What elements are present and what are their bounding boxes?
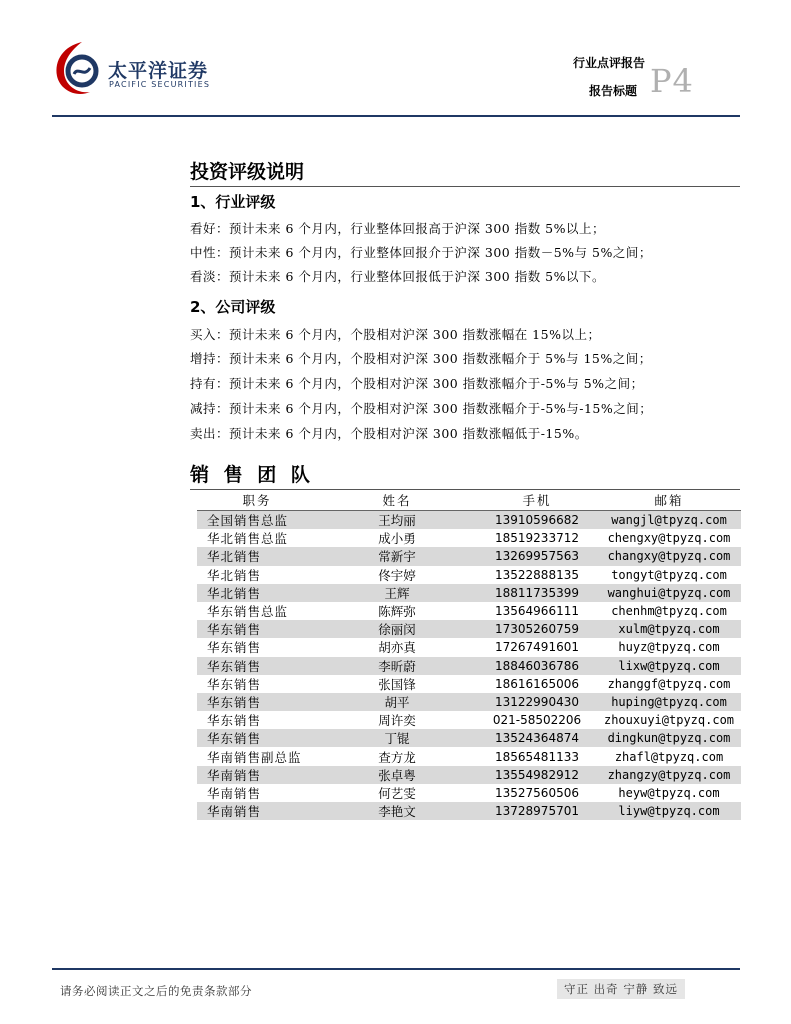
email-cell: changxy@tpyzq.com	[597, 547, 741, 565]
role-cell: 华北销售	[197, 547, 317, 565]
role-cell: 华东销售	[207, 713, 262, 729]
name-cell: 周许奕	[378, 713, 416, 729]
phone-cell: 13554982912	[477, 766, 597, 784]
column-header-role: 职务	[197, 490, 317, 511]
name-cell: 胡平	[317, 693, 477, 711]
sales-team-rows	[197, 511, 741, 821]
name-cell: 王辉	[317, 584, 477, 602]
table-row	[197, 802, 741, 820]
company-rating-line: 买入：预计未来 6 个月内，个股相对沪深 300 指数涨幅在 15%以上；	[190, 327, 601, 342]
table-row	[197, 657, 741, 675]
phone-cell: 18616165006	[495, 676, 579, 691]
phone-cell: 021-58502206	[492, 713, 582, 728]
email-cell: zhangzy@tpyzq.com	[597, 766, 741, 784]
name-cell: 张卓粤	[317, 766, 477, 784]
role-cell: 华南销售	[197, 766, 317, 784]
email-cell: dingkun@tpyzq.com	[597, 729, 741, 747]
phone-cell: 13527560506	[495, 785, 579, 800]
page-number: P4	[650, 62, 694, 100]
table-row	[197, 584, 741, 602]
report-type: 行业点评报告	[572, 56, 645, 70]
role-cell: 华南销售	[197, 802, 317, 820]
company-rating-line: 增持：预计未来 6 个月内，个股相对沪深 300 指数涨幅介于 5%与 15%之间；	[190, 351, 652, 366]
name-cell: 何艺雯	[378, 785, 416, 801]
email-cell: wanghui@tpyzq.com	[597, 584, 741, 602]
role-cell: 华南销售	[207, 785, 262, 801]
phone-cell: 18811735399	[477, 584, 597, 602]
email-cell: lixw@tpyzq.com	[597, 657, 741, 675]
phone-cell: 13728975701	[477, 802, 597, 820]
table-row	[197, 529, 741, 547]
table-row	[197, 675, 741, 693]
email-cell: chengxy@tpyzq.com	[607, 531, 731, 546]
email-cell: xulm@tpyzq.com	[597, 620, 741, 638]
name-cell: 陈辉弥	[378, 604, 416, 620]
footer-divider	[52, 968, 740, 970]
name-cell: 成小勇	[378, 531, 416, 547]
name-cell: 李艳文	[317, 802, 477, 820]
role-cell: 华东销售	[197, 693, 317, 711]
phone-cell: 17267491601	[495, 640, 579, 655]
table-row	[197, 784, 741, 802]
table-row	[197, 511, 741, 530]
table-row	[197, 620, 741, 638]
company-logo	[52, 38, 222, 98]
table-row	[197, 747, 741, 765]
email-cell: liyw@tpyzq.com	[597, 802, 741, 820]
phone-cell: 17305260759	[477, 620, 597, 638]
email-cell: chenhm@tpyzq.com	[611, 604, 727, 619]
table-row	[197, 711, 741, 729]
industry-rating-line: 看淡：预计未来 6 个月内，行业整体回报低于沪深 300 指数 5%以下。	[190, 269, 606, 284]
sales-team-title: 销 售 团 队	[190, 464, 314, 486]
name-cell: 王均丽	[317, 511, 477, 530]
company-rating-line: 持有：预计未来 6 个月内，个股相对沪深 300 指数涨幅介于-5%与 5%之间；	[190, 376, 644, 391]
disclaimer-note: 请务必阅读正文之后的免责条款部分	[60, 984, 252, 998]
company-rating-line: 减持：预计未来 6 个月内，个股相对沪深 300 指数涨幅介于-5%与-15%之间；	[190, 401, 653, 416]
name-cell: 张国锋	[378, 676, 416, 692]
name-cell: 李昕蔚	[317, 657, 477, 675]
role-cell: 华东销售总监	[207, 604, 289, 620]
email-cell: zhafl@tpyzq.com	[614, 749, 724, 764]
name-cell: 佟宇婷	[378, 567, 416, 583]
role-cell: 华北销售	[197, 584, 317, 602]
role-cell: 华北销售	[207, 567, 262, 583]
phone-cell: 13269957563	[477, 547, 597, 565]
rating-title-underline	[190, 186, 740, 187]
phone-cell: 13910596682	[477, 511, 597, 530]
role-cell: 华东销售	[207, 640, 262, 656]
table-row	[197, 638, 741, 656]
email-cell: huyz@tpyzq.com	[618, 640, 720, 655]
table-row	[197, 729, 741, 747]
company-name-en: PACIFIC SECURITIES	[109, 80, 211, 89]
column-header-name: 姓名	[317, 490, 477, 511]
phone-cell: 18565481133	[495, 749, 579, 764]
role-cell: 华东销售	[197, 657, 317, 675]
phone-cell: 13522888135	[495, 567, 579, 582]
industry-rating-heading: 1、行业评级	[190, 193, 276, 211]
role-cell: 华北销售总监	[207, 531, 289, 547]
table-row	[197, 693, 741, 711]
rating-section-title: 投资评级说明	[190, 161, 305, 183]
column-header-email: 邮箱	[597, 490, 741, 511]
name-cell: 徐丽闵	[317, 620, 477, 638]
table-row	[197, 766, 741, 784]
name-cell: 丁锟	[317, 729, 477, 747]
industry-rating-line: 看好：预计未来 6 个月内，行业整体回报高于沪深 300 指数 5%以上；	[190, 221, 606, 236]
phone-cell: 18519233712	[495, 531, 579, 546]
company-rating-heading: 2、公司评级	[190, 298, 276, 316]
company-rating-line: 卖出：预计未来 6 个月内，个股相对沪深 300 指数涨幅低于-15%。	[190, 426, 588, 441]
role-cell: 华东销售	[207, 676, 262, 692]
report-title: 报告标题	[588, 84, 637, 98]
table-header-row	[197, 490, 741, 511]
phone-cell: 18846036786	[477, 657, 597, 675]
name-cell: 胡亦真	[378, 640, 416, 656]
industry-rating-line: 中性：预计未来 6 个月内，行业整体回报介于沪深 300 指数－5%与 5%之间；	[190, 245, 652, 260]
table-row	[197, 566, 741, 584]
phone-cell: 13524364874	[477, 729, 597, 747]
table-row	[197, 602, 741, 620]
phone-cell: 13564966111	[495, 604, 579, 619]
header-divider	[52, 115, 740, 117]
column-header-phone: 手机	[477, 490, 597, 511]
role-cell: 华东销售	[197, 620, 317, 638]
email-cell: huping@tpyzq.com	[597, 693, 741, 711]
role-cell: 华东销售	[197, 729, 317, 747]
phone-cell: 13122990430	[477, 693, 597, 711]
name-cell: 常新宇	[317, 547, 477, 565]
table-row	[197, 547, 741, 565]
company-motto: 守正 出奇 宁静 致远	[557, 979, 685, 999]
pacific-logo-icon	[52, 38, 108, 98]
name-cell: 查方龙	[378, 749, 416, 765]
role-cell: 全国销售总监	[197, 511, 317, 530]
email-cell: wangjl@tpyzq.com	[597, 511, 741, 530]
company-name-cn: 太平洋证券	[108, 60, 209, 82]
email-cell: zhouxuyi@tpyzq.com	[603, 713, 735, 728]
email-cell: tongyt@tpyzq.com	[611, 567, 727, 582]
email-cell: zhanggf@tpyzq.com	[607, 676, 731, 691]
sales-team-table	[197, 490, 741, 820]
role-cell: 华南销售副总监	[207, 749, 302, 765]
email-cell: heyw@tpyzq.com	[618, 785, 720, 800]
